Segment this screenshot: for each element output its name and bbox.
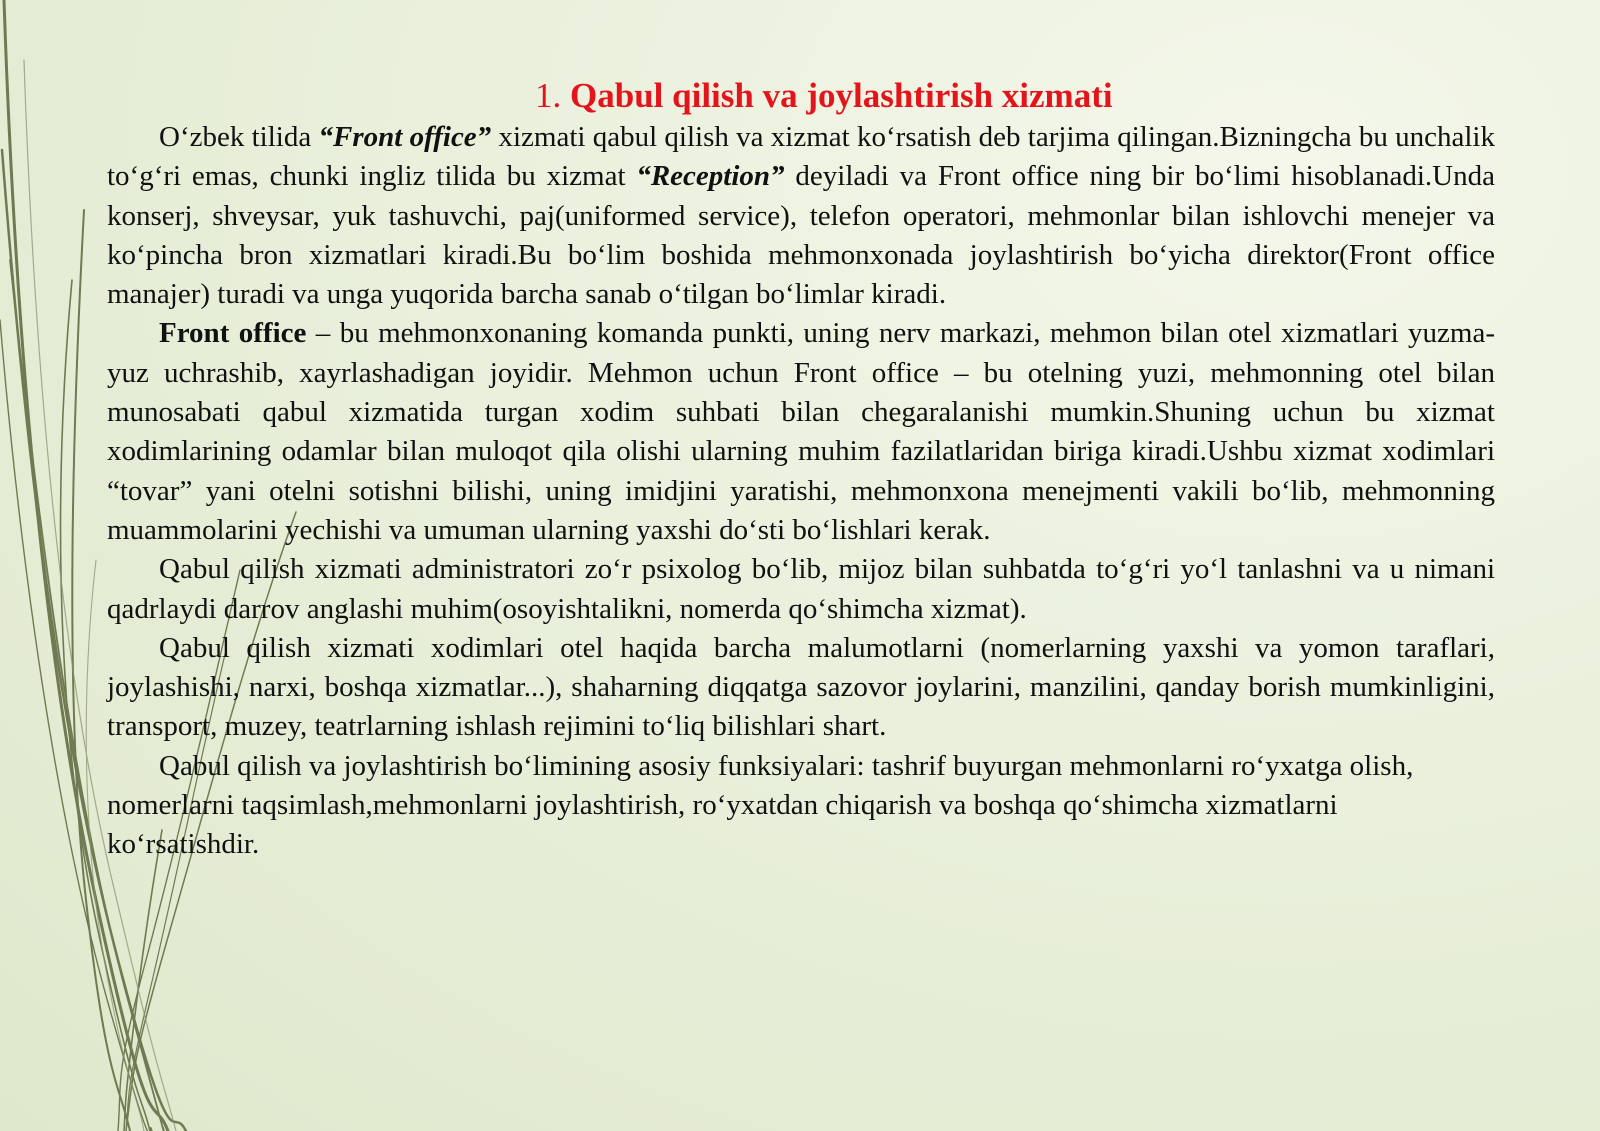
front-office-bold-term: Front office — [159, 317, 307, 350]
title-number: 1. — [535, 76, 562, 115]
paragraph-1 — [107, 118, 1495, 314]
paragraph-1-text-c: deyiladi va Front office ning bir bo‘limi hisoblanadi.Unda konserj, shveysar, yuk tashuvchi, paj(uniformed service), telefon operatori, mehmonlar bilan ishlovchi menejer va ko‘pincha bron xizmatlari kiradi.Bu bo‘lim boshida mehmonxonada joylashtirish bo‘yicha direktor(Front office manajer) turadi va unga yuqorida barcha sanab o‘tilgan bo‘limlar kiradi. — [107, 160, 1495, 311]
paragraph-2-text: – bu mehmonxonaning komanda punkti, uning nerv markazi, mehmon bilan otel xizmatlari yuzma-yuz uchrashib, xayrlashadigan joyidir. Mehmon uchun Front office – bu otelning yuzi, mehmonning otel bilan munosabati qabul xizmatida turgan xodim suhbati bilan chegaralanishi mumkin.Shuning uchun bu xizmat xodimlarining odamlar bilan muloqot qila olishi ularning muhim fazilatlaridan biriga kiradi.Ushbu xizmat xodimlari “tovar” yani otelni sotishni bilishi, uning imidjini yaratishi, mehmonxona menejmenti vakili bo‘lib, mehmonning muammolarini yechishi va umuman ularning yaxshi do‘sti bo‘lishlari kerak. — [107, 317, 1495, 546]
slide-title — [535, 76, 1113, 116]
paragraph-2 — [107, 314, 1495, 550]
paragraph-1-text-a: O‘zbek tilida — [159, 121, 319, 153]
paragraph-5: Qabul qilish va joylashtirish bo‘limining asosiy funksiyalari: tashrif buyurgan mehmonlarni ro‘yxatga olish, nomerlarni taqsimlash,mehmonlarni joylashtirish, ro‘yxatdan chiqarish va boshqa qo‘shimcha xizmatlarni ko‘rsatishdir. — [107, 749, 1414, 861]
paragraph-1-text-b: xizmati qabul qilish va xizmat ko‘rsatish deb tarjima qilingan.Bizningcha bu unchalik to‘g‘ri emas, chunki ingliz tilida bu xizmat — [107, 121, 1495, 193]
slide-body — [107, 118, 1495, 865]
front-office-term: “Front office” — [318, 121, 492, 153]
reception-term: “Reception” — [636, 160, 785, 193]
paragraph-3: Qabul qilish xizmati administratori zo‘r psixolog bo‘lib, mijoz bilan suhbatda to‘g‘ri yo‘l tanlashni va u nimani qadrlaydi darrov anglashi muhim(osoyishtalikni, nomerda qo‘shimcha xizmat). — [107, 553, 1495, 625]
title-text: Qabul qilish va joylashtirish xizmati — [570, 76, 1113, 115]
paragraph-4: Qabul qilish xizmati xodimlari otel haqida barcha malumotlarni (nomerlarning yaxshi va yomon taraflari, joylashishi, narxi, boshqa xizmatlar...), shaharning diqqatga sazovor joylarini, manzilini, qanday borish mumkinligini, transport, muzey, teatrlarning ishlash rejimini to‘liq bilishlari shart. — [107, 631, 1495, 743]
